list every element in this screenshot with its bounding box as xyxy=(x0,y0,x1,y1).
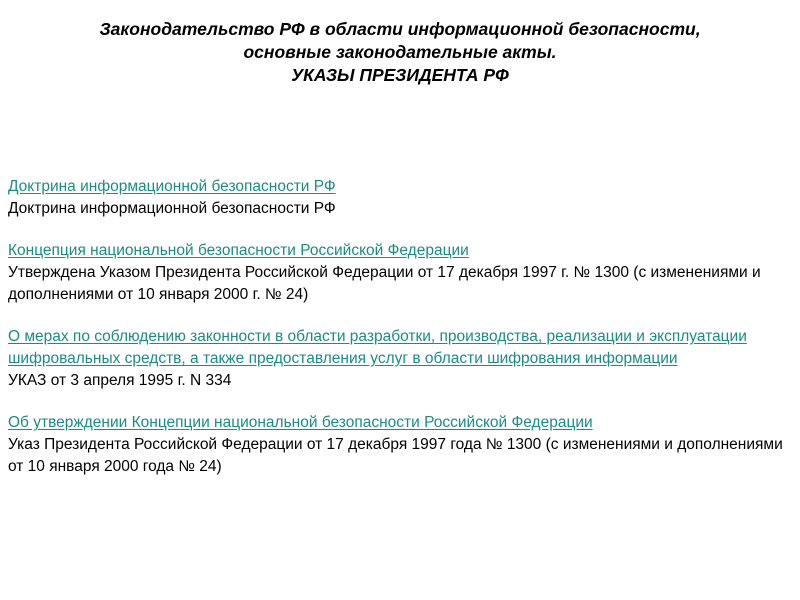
decree-description-security-concept: Утверждена Указом Президента Российской Федерации от 17 декабря 1997 г. № 1300 (с изменениями и дополнениями от 10 января 2000 г. № 24) xyxy=(8,264,761,303)
title-line-1: Законодательство РФ в области информационной безопасности, xyxy=(99,19,701,39)
decree-description-doctrine: Доктрина информационной безопасности РФ xyxy=(8,200,336,217)
decree-entry-security-concept xyxy=(8,240,788,306)
decree-link-doctrine[interactable]: Доктрина информационной безопасности РФ xyxy=(8,178,336,195)
decree-entry-doctrine xyxy=(8,176,788,220)
decree-entry-encryption xyxy=(8,326,788,392)
title-line-2: основные законодательные акты. xyxy=(243,42,557,62)
title-line-3: УКАЗЫ ПРЕЗИДЕНТА РФ xyxy=(291,65,509,85)
decree-link-security-concept[interactable]: Концепция национальной безопасности Российской Федерации xyxy=(8,242,469,259)
decree-list xyxy=(8,176,788,498)
decree-link-concept-approval[interactable]: Об утверждении Концепции национальной безопасности Российской Федерации xyxy=(8,414,593,431)
decree-link-encryption[interactable]: О мерах по соблюдению законности в области разработки, производства, реализации и эксплуатации шифровальных средств, а также предоставления услуг в области шифрования информации xyxy=(8,328,747,367)
decree-description-concept-approval: Указ Президента Российской Федерации от 17 декабря 1997 года № 1300 (с изменениями и дополнениями от 10 января 2000 года № 24) xyxy=(8,436,783,475)
decree-entry-concept-approval xyxy=(8,412,788,478)
page-title xyxy=(20,18,780,87)
decree-description-encryption: УКАЗ от 3 апреля 1995 г. N 334 xyxy=(8,372,232,389)
